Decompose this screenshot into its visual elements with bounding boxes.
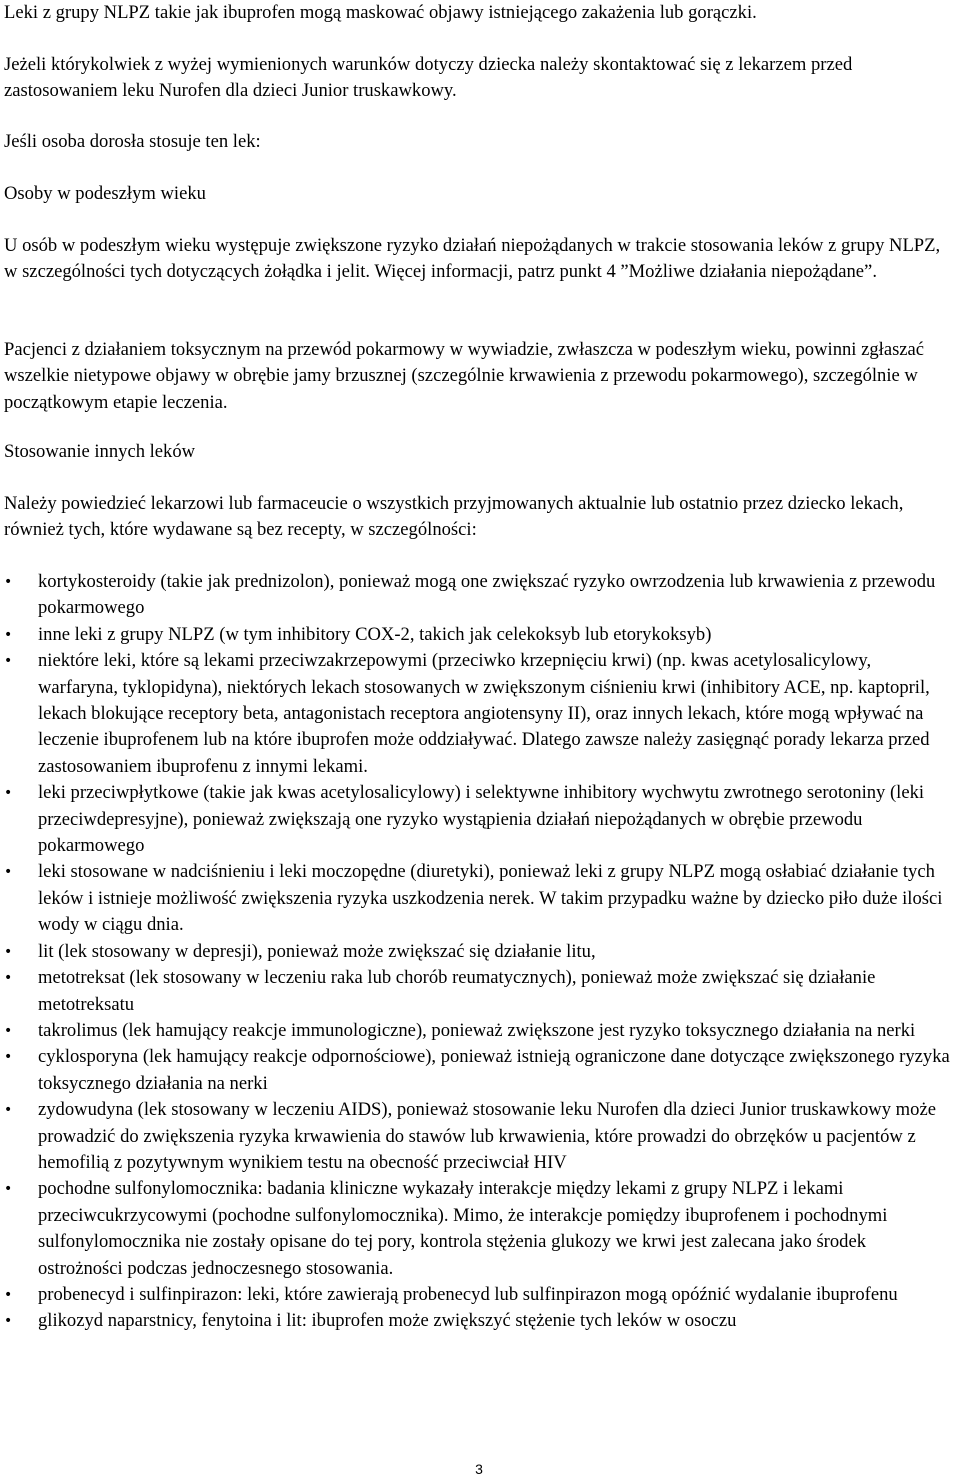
bullet-icon: • [4,785,13,802]
page-number: 3 [475,1461,483,1477]
list-item [4,1018,954,1044]
list-item-text: leki przeciwpłytkowe (takie jak kwas acetylosalicylowy) i selektywne inhibitory wychwytu zwrotnego serotoniny (leki przeciwdepresyjne), ponieważ zwiększają one ryzyko wystąpienia działań niepożądanych w obrębie przewodu pokarmowego [38,782,925,857]
list-item [4,965,954,1018]
list-item-text: kortykosteroidy (takie jak prednizolon), ponieważ mogą one zwiększać ryzyko owrzodzenia lub krwawienia z przewodu pokarmowego [38,571,936,619]
bullet-icon: • [4,1286,13,1303]
tell-doctor-paragraph: Należy powiedzieć lekarzowi lub farmaceucie o wszystkich przyjmowanych aktualnie lub ostatnio przez dziecko lekach, również tych, które wydawane są bez recepty, w szczególności: [4,493,904,541]
list-item [4,622,954,648]
bullet-icon: • [4,1313,13,1330]
list-item [4,1308,954,1334]
list-item [4,1097,954,1176]
list-item [4,648,954,780]
bullet-icon: • [4,970,13,987]
list-item [4,1282,954,1308]
adult-use-line: Jeśli osoba dorosła stosuje ten lek: [4,131,261,152]
list-item [4,1044,954,1097]
list-item-text: niektóre leki, które są lekami przeciwzakrzepowymi (przeciwko krzepnięciu krwi) (np. kwas acetylosalicylowy, warfaryna, tyklopidyna), niektórych lekach stosowanych w zwiększonym ciśnieniu krwi (inhibitory ACE, np. kaptopril, lekach blokujące receptory beta, antagonistach receptora angiotensyny II), oraz innych lekach, które mogą wpływać na leczenie ibuprofenem lub na które ibuprofen może oddziaływać. Dlatego zawsze należy zasięgnąć porady lekarza przed zastosowaniem ibuprofenu z innymi lekami. [38,650,930,777]
bullet-icon: • [4,574,13,590]
list-item-text: probenecyd i sulfinpirazon: leki, które zawierają probenecyd lub sulfinpirazon mogą opóźnić wydalanie ibuprofenu [38,1283,898,1305]
list-item-text: glikozyd naparstnicy, fenytoina i lit: ibuprofen może zwiększyć stężenie tych leków w osoczu [38,1310,737,1332]
bullet-icon: • [4,653,13,670]
list-item [4,569,954,622]
list-item-text: lit (lek stosowany w depresji), ponieważ może zwiększać się działanie litu, [38,940,596,962]
list-item [4,780,954,859]
list-item-text: takrolimus (lek hamujący reakcje immunologiczne), ponieważ zwiększone jest ryzyko toksycznego działania na nerki [38,1019,916,1041]
interacting-medicines-list [4,569,954,1335]
nsaid-masking-sentence: Leki z grupy NLPZ takie jak ibuprofen mogą maskować objawy istniejącego zakażenia lub gorączki. [4,2,757,23]
list-item-text: leki stosowane w nadciśnieniu i leki moczopędne (diuretyki), ponieważ leki z grupy NLPZ mogą osłabiać działanie tych leków i istnieje możliwość zwiększenia ryzyka uszkodzenia nerek. W takim przypadku ważne by dziecko piło duże ilości wody w ciągu dnia. [38,861,943,936]
list-item [4,1176,954,1282]
list-item-text: zydowudyna (lek stosowany w leczeniu AIDS), ponieważ stosowanie leku Nurofen dla dzieci Junior truskawkowy może prowadzić do zwiększenia ryzyka krwawienia do stawów lub krwawienia, które prowadzi do obrzęków u pacjentów z hemofilią z pozytywnym wynikiem testu na obecność przeciwciał HIV [38,1099,936,1173]
gi-toxicity-paragraph: Pacjenci z działaniem toksycznym na przewód pokarmowy w wywiadzie, zwłaszcza w podeszłym wieku, powinni zgłaszać wszelkie nietypowe objawy w obrębie jamy brzusznej (szczególnie krwawienia z przewodu pokarmowego), szczególnie w początkowym etapie leczenia. [4,339,925,413]
bullet-icon: • [4,1022,13,1039]
bullet-icon: • [4,1102,13,1119]
bullet-icon: • [4,1049,13,1066]
list-item-text: inne leki z grupy NLPZ (w tym inhibitory COX-2, takich jak celekoksyb lub etorykoksyb) [38,623,712,645]
list-item-text: metotreksat (lek stosowany w leczeniu raka lub chorób reumatycznych), ponieważ może zwiększać się działanie metotreksatu [38,967,876,1015]
bullet-icon: • [4,864,13,881]
contact-doctor-paragraph: Jeżeli którykolwiek z wyżej wymienionych warunków dotyczy dziecka należy skontaktować się z lekarzem przed zastosowaniem leku Nurofen dla dzieci Junior truskawkowy. [4,54,853,102]
list-item-text: pochodne sulfonylomocznika: badania kliniczne wykazały interakcje między lekami z grupy NLPZ i lekami przeciwcukrzycowymi (pochodne sulfonylomocznika). Mimo, że interakcje pomiędzy ibuprofenem i pochodnymi sulfonylomocznika nie zostały opisane do tej pory, kontrola stężenia glukozy we krwi jest zalecana jako środek ostrożności podczas jednoczesnego stosowania. [38,1178,888,1279]
list-item-text: cyklosporyna (lek hamujący reakcje odpornościowe), ponieważ istnieją ograniczone dane dotyczące zwiększonego ryzyka toksycznego działania na nerki [38,1046,950,1094]
bullet-icon: • [4,943,13,960]
elderly-paragraph: U osób w podeszłym wieku występuje zwiększone ryzyko działań niepożądanych w trakcie stosowania leków z grupy NLPZ, w szczególności tych dotyczących żołądka i jelit. Więcej informacji, patrz punkt 4 ”Możliwe działania niepożądane”. [4,235,941,283]
elderly-heading: Osoby w podeszłym wieku [4,183,206,204]
list-item [4,939,954,965]
bullet-icon: • [4,626,13,643]
list-item [4,859,954,938]
section-heading-other-medicines: Stosowanie innych leków [4,441,196,462]
bullet-icon: • [4,1181,13,1198]
